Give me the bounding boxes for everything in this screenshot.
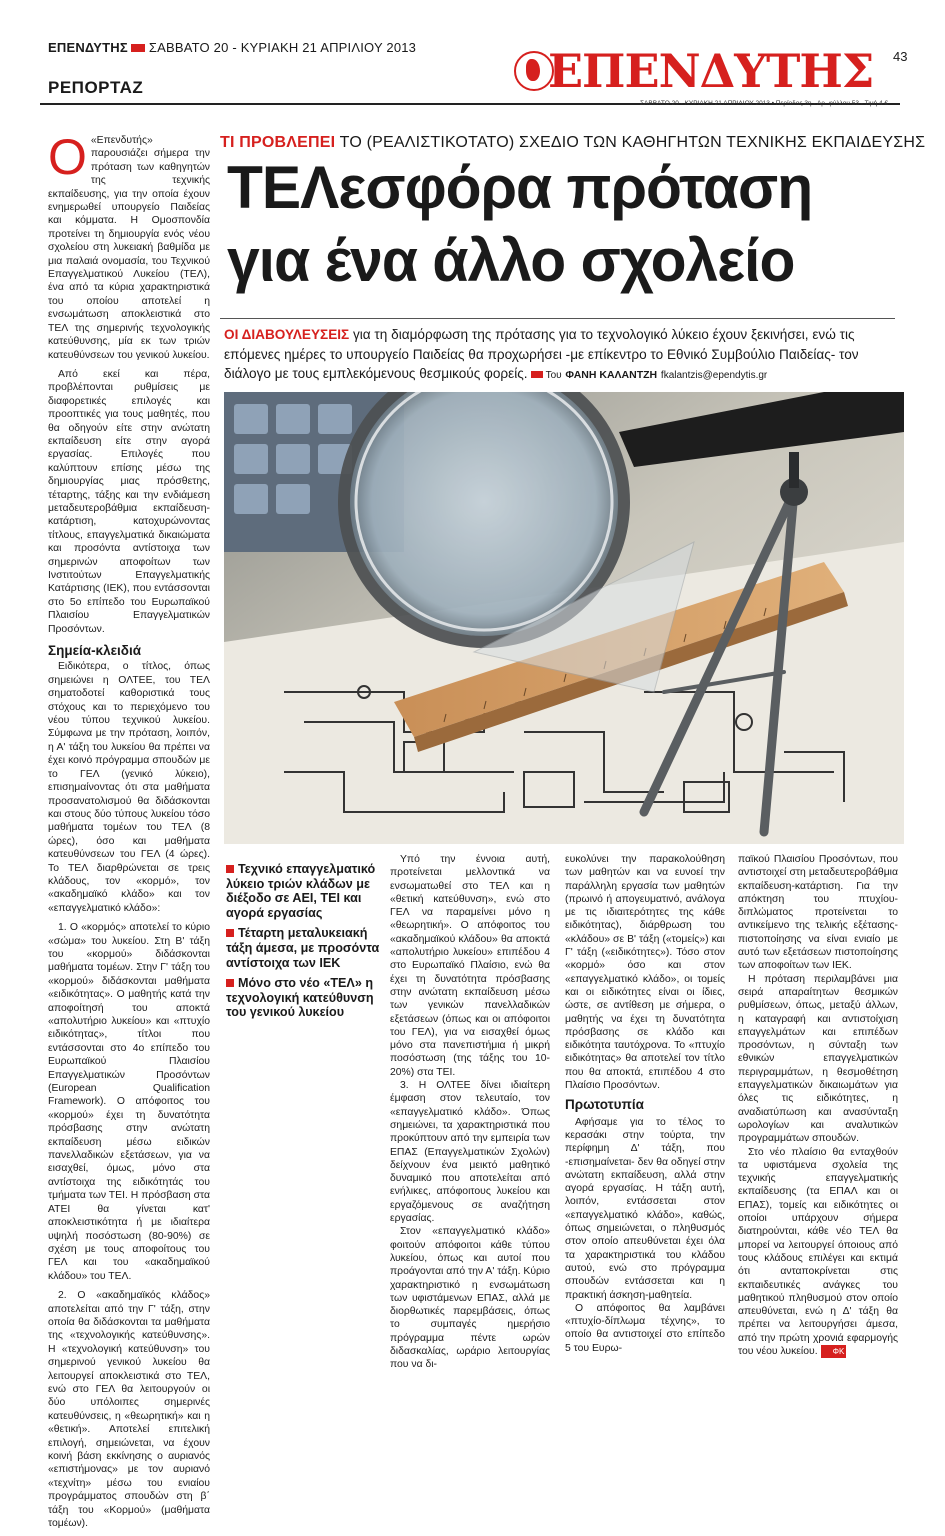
end-mark: ΦΚ (821, 1345, 847, 1358)
subheading-originality: Πρωτοτυπία (565, 1097, 644, 1113)
paragraph: Στο νέο πλαίσιο θα ενταχθούν τα υφιστάμενα σχολεία της τεχνικής επαγγελματικής εκπαίδευσης (τα ΕΠΑΛ και οι ΕΠΑΣ), τομείς και ειδικότητες οι οποίοι υπάρχουν σήμερα διατηρούνται, κάθε νέο ΤΕΛ θα μπορεί να λειτουργεί όποιους από τους κλάδους επιλέγει και εκτιμά ότι ανταποκρίνεται στις εκπαιδευτικές ανάγκες του μαθητικού πληθυσμού στον οποίο απευθύνεται, ενώ η Δ' τάξη θα πρέπει να λειτουργήσει άμεσα, από την πρώτη χρονιά εφαρμογής του νέου λυκείου. ΦΚ (738, 1146, 898, 1357)
technical-drawing-photo (224, 392, 904, 844)
section-label: ΡΕΠΟΡΤΑΖ (48, 78, 144, 97)
title-rule (220, 318, 895, 319)
masthead-name: ΕΠΕΝΔΥΤΗΣ (548, 44, 874, 98)
header-dateline (48, 40, 416, 55)
paragraph: 1. Ο «κορμός» αποτελεί το κύριο «σώμα» του λυκείου. Στη Β' τάξη του «κορμού» διδάσκονται μαθήματα τομέων. Στην Γ' τάξη του «κορμού» διδάσκονται μαθήματα «ειδικότητας». Ο μαθητής κατά την αποφοίτησή του αποκτά «απολυτήριο λυκείου» και «πτυχίο ειδικότητας», τίτλοι που εντάσσονται στο 4ο επίπεδο του Ευρωπαϊκού Πλαισίου Επαγγελματικών Προσόντων (European Qualification Framework). Ο απόφοιτος του «κορμού» έχει τη δυνατότητα πρόσβασης στην ανώτατη εκπαίδευση μέσω ειδικών πανελλαδικών εξετάσεων, για να εισαχθεί, όμως, μόνο στα αντίστοιχα της ειδικότητάς του τμήματα των ΤΕΙ. Η πρόσβαση στα ΑΤΕΙ θα γίνεται κατ' αποκλειστικότητα ή με ιδιαίτερα υψηλή ποσόστωση (80-90%) σε σχέση με τους αποφοίτους του ΓΕΛ και του «ακαδημαϊκού κλάδου» του ΤΕΛ. (48, 922, 210, 1282)
paragraph: Η πρόταση περιλαμβάνει μια σειρά απαραίτητων θεσμικών ρυθμίσεων, όπως, μεταξύ άλλων, η καταγραφή και αντιστοίχιση επαγγελμάτων και επιπέδων προσόντων, η σύνταξη των εθνικών επαγγελματικών περιγραμμάτων, η θεσμοθέτηση επαγγελματικών δικαιωμάτων για όλες τις ειδικότητες, η αναδιατύπωση και ανασύνταξη ωρολογίων και αναλυτικών προγραμμάτων σπουδών. (738, 973, 898, 1145)
highlight-item: Τέταρτη μεταλυκειακή τάξη άμεσα, με προσόντα αντίστοιχα των ΙΕΚ (226, 926, 380, 970)
body-column-2 (565, 853, 725, 1355)
intro-paragraph (48, 129, 210, 362)
highlights-box (226, 862, 384, 1026)
kicker-lead: ΤΙ ΠΡΟΒΛΕΠΕΙ (220, 134, 336, 151)
kicker-text: ΤΟ (ΡΕΑΛΙΣΤΙΚΟΤΑΤΟ) ΣΧΕΔΙΟ ΤΩΝ ΚΑΘΗΓΗΤΩΝ ΤΕΧΝΙΚΗΣ ΕΚΠΑΙΔΕΥΣΗΣ (339, 134, 926, 151)
red-bullet-icon (226, 865, 234, 873)
paragraph: Υπό την έννοια αυτή, προτείνεται μελλοντικά να ενσωματωθεί στο ΤΕΛ και η «θετική κατεύθυνση», ενώ στο ΓΕΛ να παραμείνει μόνο η «θεωρητική». Ο απόφοιτος του «ακαδημαϊκού κλάδου» θα αποκτά «απολυτήριο λυκείου» επιπέδου 4 στο Ευρωπαϊκό Πλαίσιο, ενώ θα έχει τη δυνατότητα πρόσβασης στην ανώτατη εκπαίδευση μέσω των γενικών πανελλαδικών εξετάσεων (όπως και οι απόφοιτοι του ΓΕΛ), για να εισαχθεί όμως μόνο στα πανεπιστήμια ή μικρή ποσόστωση (της τάξης του 10-20%) στα ΤΕΙ. (390, 854, 550, 1078)
red-square-icon (131, 44, 145, 52)
paragraph: 3. Η ΟΛΤΕΕ δίνει ιδιαίτερη έμφαση στον τελευταίο, τον «επαγγελματικό κλάδο». Όπως σημειώνει, τα χαρακτηριστικά που προκύπτουν από την εμπειρία των ΕΠΑΣ (Επαγγελματικών Σχολών) δείχνουν ένα μεικτό μαθητικό δυναμικό που αποτελείται από ενήλικες, απόφοιτους λυκείου και εργαζόμενους σε αναζήτηση εργασίας. (390, 1080, 550, 1225)
lead-text: για τη διαμόρφωση της πρότασης για το τεχνολογικό λύκειο έχουν ξεκινήσει, ενώ τις επόμενες ημέρες το υπουργείο Παιδείας θα προχωρήσει -με επίκεντρο το Εθνικό Συμβούλιο Παιδείας- τον διάλογο με τους εμπλεκόμενους θεσμικούς φορείς. (224, 327, 859, 382)
paragraph: Από εκεί και πέρα, προβλέπονται ρυθμίσεις με διαφορετικές επιλογές και προοπτικές για τους μαθητές, που θα οδηγούν είτε στην ανώτατη εκπαίδευση είτε στην αγορά εργασίας. Επιλογές που καλύπτουν επίσης μέσω της δημιουργίας μιας πρόσθετης, τέταρτης, τάξης και την ενδιάμεση μεταδευτεροβάθμια εκπαίδευση-κατάρτιση, κατοχυρώνοντας τίτλους, επαγγελματικά δικαιώματα και προσόντα αντίστοιχα των σημερινών αποφοίτων των Ινστιτούτων Επαγγελματικής Κατάρτισης (ΙΕΚ), που εντάσσονται στο 5ο επίπεδο του Ευρωπαϊκού Πλαισίου Επαγγελματικών Προσόντων. (48, 368, 210, 635)
paragraph: Αφήσαμε για το τέλος το κερασάκι στην τούρτα, την περίφημη Δ' τάξη, που -επισημαίνεται- δεν θα οδηγεί στην ανώτατη εκπαίδευση, αλλά στην αγορά εργασίας. Η τάξη αυτή, λοιπόν, εντάσσεται στον «επαγγελματικό κλάδο», καθώς, όπως σημειώνεται, ο πληθυσμός στον οποίο απευθύνεται έχει όλα τα χαρακτηριστικά του κλάδου αυτού, ενώ στο πρόγραμμα σπουδών εντάσσεται και η πρακτική άσκηση-μαθητεία. (565, 1116, 725, 1301)
author-name: ΦΑΝΗ ΚΑΛΑΝΤΖΗ (565, 369, 658, 382)
paragraph: Στον «επαγγελματικό κλάδο» φοιτούν απόφοιτοι κάθε τύπου λυκείου, όπως και αυτοί που προάγονται από την Α' τάξη. Κύριο χαρακτηριστικό η ενσωμάτωση των υφιστάμενων ΕΠΑΣ, αλλά με διορθωτικές παρεμβάσεις, όπως το συμπαγές ημερήσιο πρόγραμμα πέντε ωρών διδασκαλίας, ωράριο λειτουργίας που να δι- (390, 1226, 551, 1371)
masthead-subline: ΣΑΒΒΑΤΟ 20 - ΚΥΡΙΑΚΗ 21 ΑΠΡΙΛΙΟΥ 2013 • Περίοδος 3η - Αρ. φύλλου 53 - Τιμή 4 € (640, 100, 889, 107)
drop-cap: Ο (48, 129, 87, 185)
paragraph: παϊκού Πλαισίου Προσόντων, που αντιστοιχεί στη μεταδευτεροβάθμια εκπαίδευση-κατάρτιση. Για την απόκτηση του πτυχίου-διπλώματος προτείνεται το αντικείμενο της τελικής εξέτασης-πιστοποίησης να είναι ενιαίο με αυτό των εξετάσεων πιστοποίησης των αποφοίτων των ΙΕΚ. (738, 854, 898, 972)
highlight-item: Τεχνικό επαγγελματικό λύκειο τριών κλάδων με διέξοδο σε ΑΕΙ, ΤΕΙ και αγορά εργασίας (226, 862, 376, 920)
page-number: 43 (893, 49, 908, 64)
red-square-icon (531, 371, 543, 378)
article-photo (224, 392, 904, 844)
intro-text: «Επενδυτής» παρουσιάζει σήμερα την πρόταση των καθηγητών της τεχνικής εκπαίδευσης, για την οποία έχουν ενημερωθεί υπουργείο Παιδείας και κόμματα. Η Ομοσπονδία προτείνει τη δημιουργία ενός νέου σχολείου στη λυκειακή βαθμίδα με μια παλαιά ονομασία, του Τεχνικού Επαγγελματικού Λυκείου (ΤΕΛ), ένα από τα κύρια χαρακτηριστικά του οποίου αποτελεί η ενσωμάτωση αποκλειστικά στο ΤΕΛ της σημερινής τεχνολογικής κατεύθυνσης, μία εκ των τριών κατευθύνσεων του γενικού λυκείου. (48, 135, 210, 361)
red-bullet-icon (226, 929, 234, 937)
paragraph: 2. Ο «ακαδημαϊκός κλάδος» αποτελείται από την Γ' τάξη, στην οποία θα διδάσκονται τα μαθήματα της «τεχνολογικής κατεύθυνσης». Η «τεχνολογική κατεύθυνση» του σημερινού γενικού λυκείου θα λειτουργεί αποκλειστικά στο ΤΕΛ, ενώ στο ΓΕΛ θα λειτουργούν οι δύο υπόλοιπες σημερινές κατευθύνσεις, η «θεωρητική» και η «θετική». Αποτελεί επιτελική επιλογή, σημειώνεται, να έχουν κοινή βάση εκκίνησης ο αυριανός «επιστήμονας» με τον αυριανό «τεχνίτη» μέσω του ενιαίου προγράμματος σπουδών στη β΄ τάξη του «Κορμού» (μαθήματα τομέων). (48, 1290, 210, 1530)
red-bullet-icon (226, 979, 234, 987)
issue-date: ΣΑΒΒΑΤΟ 20 - ΚΥΡΙΑΚΗ 21 ΑΠΡΙΛΙΟΥ 2013 (148, 40, 417, 55)
byline-prefix: Του (545, 370, 562, 382)
body-column-1 (390, 853, 550, 1372)
masthead-logo (510, 45, 875, 97)
paragraph: ευκολύνει την παρακολούθηση των μαθητών και να ευνοεί την παράλληλη εργασία των μαθητών (πρωινό ή απογευματινό, ανάλογα με τις ιδιαιτερότητες της κάθε ειδικότητας), διάρθρωση του «κλάδου» σε Β' τάξη («τομείς») και Γ' τάξη («ειδικότητες»). Τόσο στον «κορμό» όσο και στον «επαγγελματικό κλάδο», οι τομείς και οι ειδικότητες είναι οι ίδιες, ώστε, σε αντίθεση με σήμερα, ο μαθητής να έχει τη δυνατότητα πρόσβασης σε κλάδο και ειδικότητα ταυτόχρονα. Το «πτυχίο ειδικότητας» θα αποτελεί τον τίτλο που θα αποκτά, επιπέδου 4 στο Πλαίσιο Προσόντων. (565, 854, 725, 1092)
lead-kicker: ΟΙ ΔΙΑΒΟΥΛΕΥΣΕΙΣ (224, 327, 350, 342)
paragraph: Ο απόφοιτος θα λαμβάνει «πτυχίο-δίπλωμα τέχνης», το οποίο θα αντιστοιχεί στο επίπεδο 5 του Ευρω- (565, 1302, 725, 1354)
headline-line-2: για ένα άλλο σχολείο (227, 227, 795, 294)
headline-line-1: ΤΕΛεσφόρα πρόταση (227, 154, 813, 221)
left-column (48, 129, 210, 1536)
highlight-item: Μόνο στο νέο «ΤΕΛ» η τεχνολογική κατεύθυνση του γενικού λυκείου (226, 976, 374, 1020)
author-email: fkalantzis@ependytis.gr (660, 370, 768, 382)
lead-paragraph (224, 325, 896, 386)
paragraph: Ειδικότερα, ο τίτλος, όπως σημειώνει η ΟΛΤΕΕ, του ΤΕΛ σηματοδοτεί καθοριστικά τους στόχους και το περιεχόμενο του νέου τύπου τεχνικού λυκείου. Σύμφωνα με την πρόταση, λοιπόν, η Α' τάξη του λυκείου θα πρέπει να έχει κοινό πρόγραμμα σπουδών με το ΓΕΛ (γενικό λύκειο), επισημαίνοντας ότι στα μαθήματα προσανατολισμού θα διδάσκονται και στους δύο τύπους λυκείου τόσο μαθήματα τομέων του ΤΕΛ (8 ώρες), όσο και μαθήματα κατευθύνσεων του ΓΕΛ (4 ώρες). Το ΤΕΛ διαρθρώνεται σε τρεις κλάδους, τον «κορμό», τον «ακαδημαϊκό κλάδο» και τον «επαγγελματικό κλάδο»: (48, 661, 210, 914)
kicker (220, 134, 925, 152)
subheading-key-points: Σημεία-κλειδιά (48, 643, 141, 659)
brand-small: ΕΠΕΝΔΥΤΗΣ (48, 40, 128, 55)
body-column-3 (738, 853, 898, 1358)
